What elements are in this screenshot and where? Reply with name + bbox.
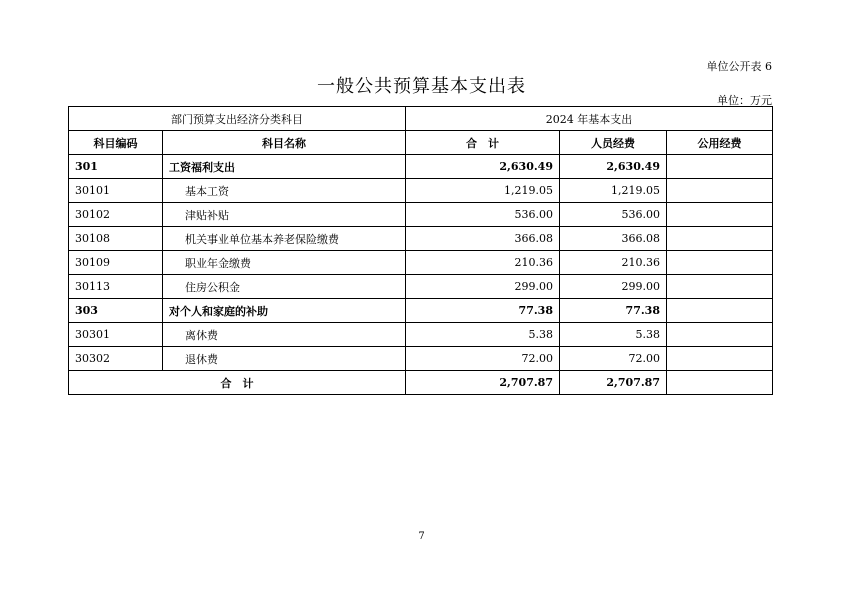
total-personnel: 2,707.87 [560,371,667,395]
row-personnel: 77.38 [560,299,667,323]
row-total: 210.36 [406,251,560,275]
unit-label: 单位：万元 [717,94,772,107]
row-total: 2,630.49 [406,155,560,179]
row-personnel: 5.38 [560,323,667,347]
header-classification: 部门预算支出经济分类科目 [69,107,406,131]
row-public [667,203,773,227]
row-public [667,155,773,179]
table-row [69,227,773,251]
total-public [667,371,773,395]
table-number-label: 单位公开表 6 [706,60,772,73]
row-public [667,347,773,371]
row-name: 基本工资 [163,179,406,203]
table-row [69,203,773,227]
row-personnel: 366.08 [560,227,667,251]
row-name: 机关事业单位基本养老保险缴费 [163,227,406,251]
row-public [667,323,773,347]
group-header-row [69,107,773,131]
row-name: 离休费 [163,323,406,347]
row-code: 301 [69,155,163,179]
table-row [69,347,773,371]
row-name: 对个人和家庭的补助 [163,299,406,323]
header-total: 合 计 [406,131,560,155]
header-code: 科目编码 [69,131,163,155]
row-total: 72.00 [406,347,560,371]
table-row [69,299,773,323]
page-number: 7 [418,531,425,542]
row-total: 536.00 [406,203,560,227]
table-row [69,251,773,275]
row-public [667,251,773,275]
row-personnel: 2,630.49 [560,155,667,179]
row-public [667,179,773,203]
row-public [667,299,773,323]
header-name: 科目名称 [163,131,406,155]
header-budget-year: 2024 年基本支出 [406,107,773,131]
row-personnel: 299.00 [560,275,667,299]
row-code: 30301 [69,323,163,347]
row-total: 299.00 [406,275,560,299]
column-header-row [69,131,773,155]
page-title: 一般公共预算基本支出表 [317,76,526,97]
row-total: 77.38 [406,299,560,323]
row-name: 职业年金缴费 [163,251,406,275]
row-personnel: 1,219.05 [560,179,667,203]
row-personnel: 536.00 [560,203,667,227]
table-row [69,323,773,347]
row-personnel: 72.00 [560,347,667,371]
row-total: 366.08 [406,227,560,251]
row-personnel: 210.36 [560,251,667,275]
row-code: 30109 [69,251,163,275]
table-row [69,275,773,299]
budget-table [68,106,773,395]
row-name: 住房公积金 [163,275,406,299]
total-label: 合 计 [69,371,406,395]
row-total: 1,219.05 [406,179,560,203]
row-code: 30113 [69,275,163,299]
row-code: 30108 [69,227,163,251]
table-row [69,155,773,179]
table-row [69,179,773,203]
row-public [667,275,773,299]
total-amount: 2,707.87 [406,371,560,395]
table-footer [69,371,773,395]
row-code: 30101 [69,179,163,203]
row-public [667,227,773,251]
row-code: 30302 [69,347,163,371]
row-code: 303 [69,299,163,323]
row-name: 津贴补贴 [163,203,406,227]
total-row [69,371,773,395]
table-header [69,107,773,155]
header-personnel: 人员经费 [560,131,667,155]
row-code: 30102 [69,203,163,227]
table-body [69,155,773,371]
row-name: 退休费 [163,347,406,371]
row-total: 5.38 [406,323,560,347]
row-name: 工资福利支出 [163,155,406,179]
header-public: 公用经费 [667,131,773,155]
